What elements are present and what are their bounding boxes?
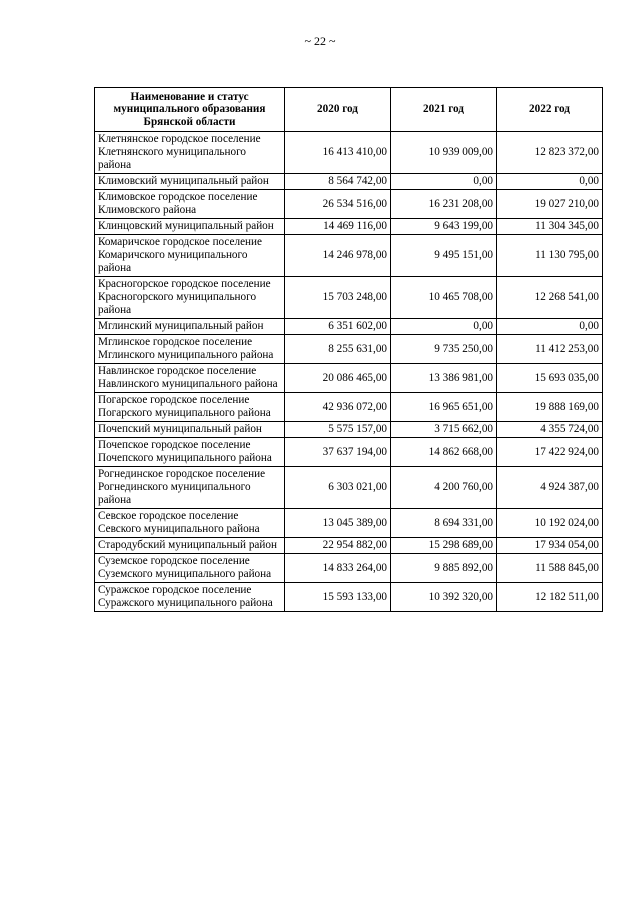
- row-name-cell: Красногорское городское поселение Красногорского муниципального района: [95, 277, 285, 319]
- row-name-cell: Мглинский муниципальный район: [95, 319, 285, 335]
- row-name-cell: Почепский муниципальный район: [95, 422, 285, 438]
- table-row: [95, 467, 603, 509]
- cell-2021: 16 965 651,00: [391, 393, 497, 422]
- cell-2021: 8 694 331,00: [391, 509, 497, 538]
- cell-2022: 11 588 845,00: [497, 554, 603, 583]
- cell-2021: 10 465 708,00: [391, 277, 497, 319]
- row-name-cell: Климовское городское поселение Климовского района: [95, 190, 285, 219]
- header-2022: 2022 год: [497, 88, 603, 132]
- cell-2022: 15 693 035,00: [497, 364, 603, 393]
- cell-2020: 6 351 602,00: [285, 319, 391, 335]
- cell-2021: 9 643 199,00: [391, 219, 497, 235]
- table-row: [95, 422, 603, 438]
- page-number: ~ 22 ~: [304, 34, 336, 48]
- table-row: [95, 554, 603, 583]
- cell-2021: 16 231 208,00: [391, 190, 497, 219]
- row-name-cell: Клетнянское городское поселение Клетнянского муниципального района: [95, 132, 285, 174]
- table-row: [95, 509, 603, 538]
- cell-2022: 17 934 054,00: [497, 538, 603, 554]
- cell-2020: 8 564 742,00: [285, 174, 391, 190]
- cell-2020: 26 534 516,00: [285, 190, 391, 219]
- row-name-cell: Клинцовский муниципальный район: [95, 219, 285, 235]
- cell-2022: 4 924 387,00: [497, 467, 603, 509]
- cell-2020: 14 833 264,00: [285, 554, 391, 583]
- cell-2020: 15 593 133,00: [285, 583, 391, 612]
- cell-2021: 14 862 668,00: [391, 438, 497, 467]
- row-name-cell: Севское городское поселение Севского муниципального района: [95, 509, 285, 538]
- table-row: [95, 364, 603, 393]
- table-row: [95, 538, 603, 554]
- cell-2022: 12 823 372,00: [497, 132, 603, 174]
- cell-2022: 19 027 210,00: [497, 190, 603, 219]
- cell-2021: 0,00: [391, 319, 497, 335]
- cell-2022: 19 888 169,00: [497, 393, 603, 422]
- row-name-cell: Мглинское городское поселение Мглинского муниципального района: [95, 335, 285, 364]
- table-row: [95, 174, 603, 190]
- table-row: [95, 277, 603, 319]
- row-name-cell: Погарское городское поселение Погарского муниципального района: [95, 393, 285, 422]
- header-2020: 2020 год: [285, 88, 391, 132]
- row-name-cell: Суражское городское поселение Суражского муниципального района: [95, 583, 285, 612]
- cell-2021: 9 495 151,00: [391, 235, 497, 277]
- cell-2022: 11 304 345,00: [497, 219, 603, 235]
- row-name-cell: Стародубский муниципальный район: [95, 538, 285, 554]
- cell-2020: 14 469 116,00: [285, 219, 391, 235]
- header-2021: 2021 год: [391, 88, 497, 132]
- cell-2022: 11 130 795,00: [497, 235, 603, 277]
- cell-2022: 12 268 541,00: [497, 277, 603, 319]
- cell-2020: 37 637 194,00: [285, 438, 391, 467]
- cell-2021: 10 392 320,00: [391, 583, 497, 612]
- cell-2020: 22 954 882,00: [285, 538, 391, 554]
- cell-2022: 4 355 724,00: [497, 422, 603, 438]
- cell-2022: 10 192 024,00: [497, 509, 603, 538]
- cell-2020: 13 045 389,00: [285, 509, 391, 538]
- cell-2022: 11 412 253,00: [497, 335, 603, 364]
- table-row: [95, 319, 603, 335]
- table-row: [95, 393, 603, 422]
- row-name-cell: Почепское городское поселение Почепского муниципального района: [95, 438, 285, 467]
- cell-2021: 15 298 689,00: [391, 538, 497, 554]
- table-body: [95, 132, 603, 612]
- table-row: [95, 132, 603, 174]
- table-row: [95, 583, 603, 612]
- cell-2020: 16 413 410,00: [285, 132, 391, 174]
- row-name-cell: Навлинское городское поселение Навлинского муниципального района: [95, 364, 285, 393]
- cell-2020: 6 303 021,00: [285, 467, 391, 509]
- cell-2021: 10 939 009,00: [391, 132, 497, 174]
- table-header-row: [95, 88, 603, 132]
- cell-2021: 9 885 892,00: [391, 554, 497, 583]
- cell-2022: 0,00: [497, 319, 603, 335]
- row-name-cell: Комаричское городское поселение Комаричского муниципального района: [95, 235, 285, 277]
- table-row: [95, 235, 603, 277]
- header-name: Наименование и статус муниципального образования Брянской области: [95, 88, 285, 132]
- row-name-cell: Климовский муниципальный район: [95, 174, 285, 190]
- cell-2020: 8 255 631,00: [285, 335, 391, 364]
- cell-2022: 17 422 924,00: [497, 438, 603, 467]
- cell-2022: 12 182 511,00: [497, 583, 603, 612]
- cell-2020: 5 575 157,00: [285, 422, 391, 438]
- cell-2021: 9 735 250,00: [391, 335, 497, 364]
- cell-2021: 0,00: [391, 174, 497, 190]
- cell-2022: 0,00: [497, 174, 603, 190]
- cell-2021: 4 200 760,00: [391, 467, 497, 509]
- row-name-cell: Рогнединское городское поселение Рогнединского муниципального района: [95, 467, 285, 509]
- table-row: [95, 438, 603, 467]
- cell-2021: 3 715 662,00: [391, 422, 497, 438]
- cell-2021: 13 386 981,00: [391, 364, 497, 393]
- table-row: [95, 219, 603, 235]
- cell-2020: 15 703 248,00: [285, 277, 391, 319]
- cell-2020: 14 246 978,00: [285, 235, 391, 277]
- cell-2020: 20 086 465,00: [285, 364, 391, 393]
- table-row: [95, 190, 603, 219]
- table-row: [95, 335, 603, 364]
- cell-2020: 42 936 072,00: [285, 393, 391, 422]
- allocation-table: [94, 87, 603, 612]
- row-name-cell: Суземское городское поселение Суземского муниципального района: [95, 554, 285, 583]
